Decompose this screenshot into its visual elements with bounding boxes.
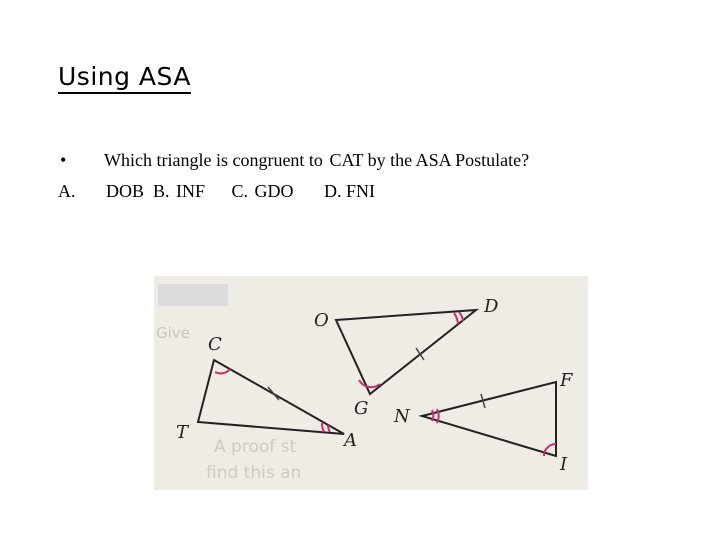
question-before: Which triangle is congruent to bbox=[104, 150, 323, 170]
answer-letter: A. bbox=[58, 181, 76, 201]
answer-choice-b: INF bbox=[176, 181, 206, 201]
faded-text: A proof st bbox=[214, 437, 297, 457]
faded-text: find this an bbox=[206, 463, 302, 483]
answer-choice-a: DOB B. bbox=[106, 181, 170, 201]
question-triangle-name: CAT bbox=[329, 150, 364, 170]
vertex-label-f: F bbox=[560, 370, 573, 391]
photo-background bbox=[154, 276, 588, 490]
vertex-label-a: A bbox=[344, 430, 357, 451]
vertex-label-g: G bbox=[354, 398, 369, 419]
slide-title: Using ASA bbox=[58, 62, 191, 94]
answer-choice-c: GDO bbox=[254, 181, 294, 201]
answer-prefix-c: C. bbox=[231, 181, 249, 201]
question-text bbox=[104, 149, 529, 171]
triangle-figure bbox=[154, 276, 588, 490]
vertex-label-c: C bbox=[208, 334, 222, 355]
vertex-label-i: I bbox=[560, 454, 568, 475]
vertex-label-o: O bbox=[314, 310, 329, 331]
answer-choices bbox=[104, 180, 375, 202]
triangle-diagram bbox=[154, 276, 588, 490]
question-after: by the ASA Postulate? bbox=[367, 150, 530, 170]
answer-choice-d: D. FNI bbox=[324, 181, 376, 201]
vertex-label-n: N bbox=[394, 406, 410, 427]
faded-text: Give bbox=[156, 324, 190, 342]
faded-block bbox=[158, 284, 228, 306]
bullet-marker: • bbox=[60, 150, 67, 170]
vertex-label-d: D bbox=[484, 296, 499, 317]
vertex-label-t: T bbox=[176, 422, 189, 443]
